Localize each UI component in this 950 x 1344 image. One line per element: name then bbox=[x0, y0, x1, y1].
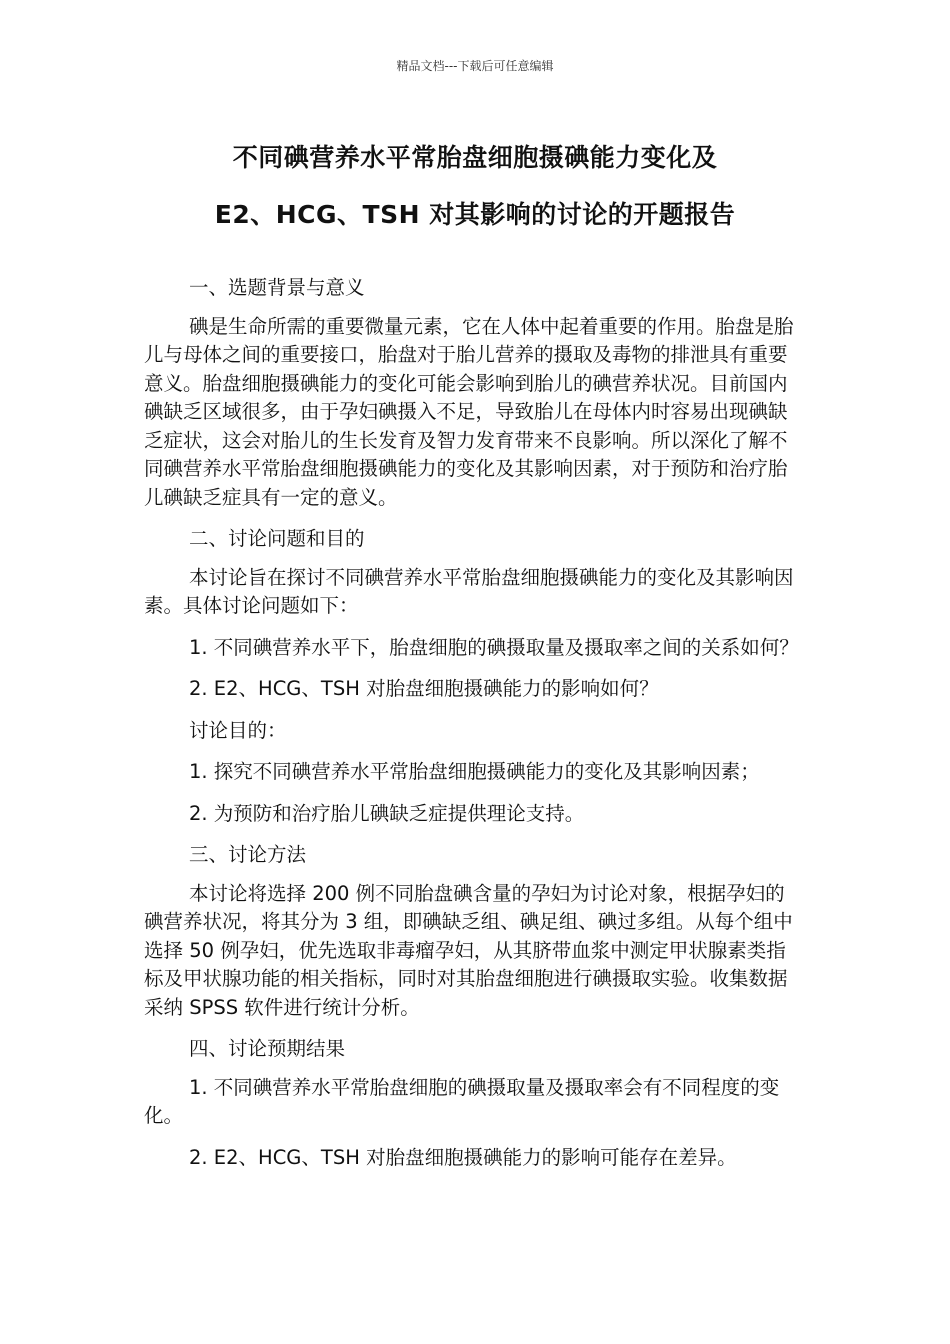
document-body bbox=[144, 274, 804, 1185]
title-line-1: 不同碘营养水平常胎盘细胞摄碘能力变化及 bbox=[232, 143, 718, 172]
question-item-2: 2. E2、HCG、TSH 对胎盘细胞摄碘能力的影响如何？ bbox=[189, 677, 659, 700]
section-heading-background: 一、选题背景与意义 bbox=[189, 276, 365, 299]
page-header: 精品文档---下载后可任意编辑 bbox=[396, 59, 554, 73]
section-heading-methods: 三、讨论方法 bbox=[189, 843, 307, 866]
section-heading-results: 四、讨论预期结果 bbox=[189, 1037, 346, 1060]
paragraph-questions: 本讨论旨在探讨不同碘营养水平常胎盘细胞摄碘能力的变化及其影响因素。具体讨论问题如下： bbox=[144, 565, 794, 617]
goal-item-2: 2. 为预防和治疗胎儿碘缺乏症提供理论支持。 bbox=[189, 801, 585, 825]
goal-item-1: 1. 探究不同碘营养水平常胎盘细胞摄碘能力的变化及其影响因素； bbox=[189, 760, 760, 783]
goal-label: 讨论目的： bbox=[189, 718, 287, 742]
result-item-2: 2. E2、HCG、TSH 对胎盘细胞摄碘能力的影响可能存在差异。 bbox=[189, 1145, 737, 1169]
paragraph-background: 碘是生命所需的重要微量元素，它在人体中起着重要的作用。胎盘是胎儿与母体之间的重要接口，胎盘对于胎儿营养的摄取及毒物的排泄具有重要意义。胎盘细胞摄碘能力的变化可能会影响到胎儿的碘营养状况。目前国内碘缺乏区域很多，由于孕妇碘摄入不足，导致胎儿在母体内时容易出现碘缺乏症状，这会对胎儿的生长发育及智力发育带来不良影响。所以深化了解不同碘营养水平常胎盘细胞摄碘能力的变化及其影响因素，对于预防和治疗胎儿碘缺乏症具有一定的意义。 bbox=[144, 314, 794, 509]
paragraph-methods: 本讨论将选择 200 例不同胎盘碘含量的孕妇为讨论对象，根据孕妇的碘营养状况，将其分为 3 组，即碘缺乏组、碘足组、碘过多组。从每个组中选择 50 例孕妇，优先选取非毒瘤孕妇，从其脐带血浆中测定甲状腺素类指标及甲状腺功能的相关指标，同时对其胎盘细胞进行碘摄取实验。收集数据采纳 SPSS 软件进行统计分析。 bbox=[144, 881, 793, 1019]
title-line-2: E2、HCG、TSH 对其影响的讨论的开题报告 bbox=[214, 200, 736, 229]
section-heading-questions: 二、讨论问题和目的 bbox=[189, 527, 365, 550]
result-item-1: 1. 不同碘营养水平常胎盘细胞的碘摄取量及摄取率会有不同程度的变化。 bbox=[144, 1075, 780, 1127]
question-item-1: 1. 不同碘营养水平下，胎盘细胞的碘摄取量及摄取率之间的关系如何？ bbox=[189, 635, 799, 659]
